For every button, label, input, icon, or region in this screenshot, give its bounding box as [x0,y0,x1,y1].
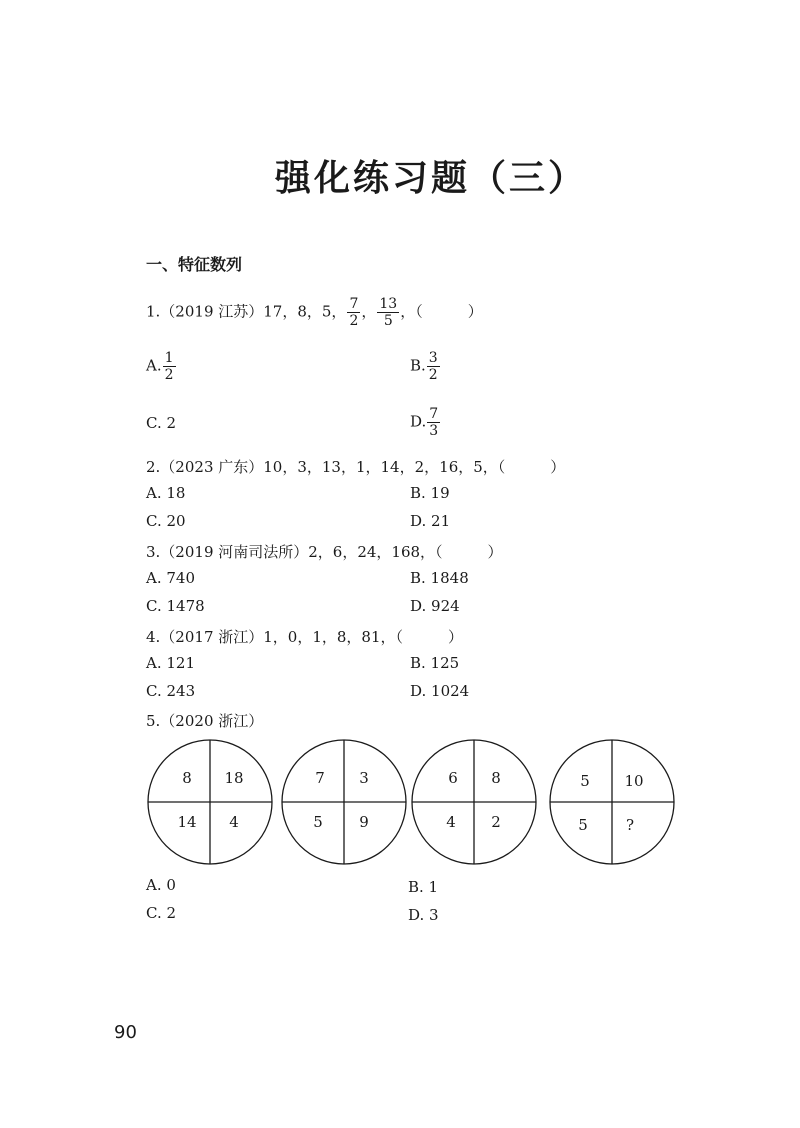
page-number: 90 [114,1022,137,1043]
circle-2-bottom-left: 5 [313,813,323,831]
circle-1-bottom-left: 14 [177,813,197,831]
question-1-option-a: A. $\frac{1}{2}$ [146,350,174,383]
question-3-option-b: B. 1848 [410,569,469,587]
circle-4-bottom-right: ? [625,816,635,834]
question-4-option-d: D. 1024 [410,682,470,700]
question-2-option-d: D. 21 [410,512,451,530]
question-3-stem: 3.（2019 河南司法所）2，6，24，168，（ ） [146,543,503,561]
question-2-stem: 2.（2023 广东）10，3，13，1，14，2，16，5，（ ） [146,458,566,476]
question-3-option-a: A. 740 [146,569,195,587]
page-title: 强化练习题（三） [274,158,587,199]
puzzle-circle-2 [282,740,406,864]
circle-1-bottom-right: 4 [229,813,239,831]
circle-3-bottom-right: 2 [491,813,501,831]
question-5-option-a: A. 0 [146,876,176,894]
question-1-option-c: C. 2 [146,414,177,432]
question-4-option-b: B. 125 [410,654,460,672]
question-1-option-d: D. $\frac{7}{3}$ [410,406,439,439]
question-5-option-c: C. 2 [146,904,177,922]
circle-1-top-left: 8 [182,769,192,787]
question-4-stem: 4.（2017 浙江）1，0，1，8，81，（ ） [146,628,464,646]
question-4-option-a: A. 121 [146,654,195,672]
circle-4-bottom-left: 5 [578,816,588,834]
question-4-option-c: C. 243 [146,682,196,700]
question-3-option-d: D. 924 [410,597,460,615]
puzzle-circle-3 [412,740,536,864]
circle-3-bottom-left: 4 [446,813,456,831]
circle-3-top-right: 8 [491,769,501,787]
circle-3-top-left: 6 [448,769,458,787]
circle-2-top-right: 3 [359,769,369,787]
fraction: $\frac{7}{2}$ [349,296,359,329]
question-2-option-a: A. 18 [146,484,186,502]
question-3-option-c: C. 1478 [146,597,205,615]
circle-4-top-right: 10 [624,772,644,790]
fraction: $\frac{13}{5}$ [379,296,398,329]
question-5-stem: 5.（2020 浙江） [146,712,264,730]
section-heading: 一、特征数列 [146,255,243,274]
question-2-option-c: C. 20 [146,512,186,530]
question-2-option-b: B. 19 [410,484,450,502]
circle-2-top-left: 7 [315,769,325,787]
question-5-option-b: B. 1 [408,878,439,896]
question-5-option-d: D. 3 [408,906,439,924]
puzzle-circle-4 [550,740,674,864]
circle-2-bottom-right: 9 [359,813,369,831]
circle-4-top-left: 5 [580,772,590,790]
question-1-option-b: B. $\frac{3}{2}$ [410,350,438,383]
puzzle-circle-1 [148,740,272,864]
circle-1-top-right: 18 [224,769,244,787]
question-1-stem: 1.（2019 江苏）17，8，5， $\frac{7}{2}$ ， $\frac{13}{5}$ ，（ ） [146,296,483,329]
